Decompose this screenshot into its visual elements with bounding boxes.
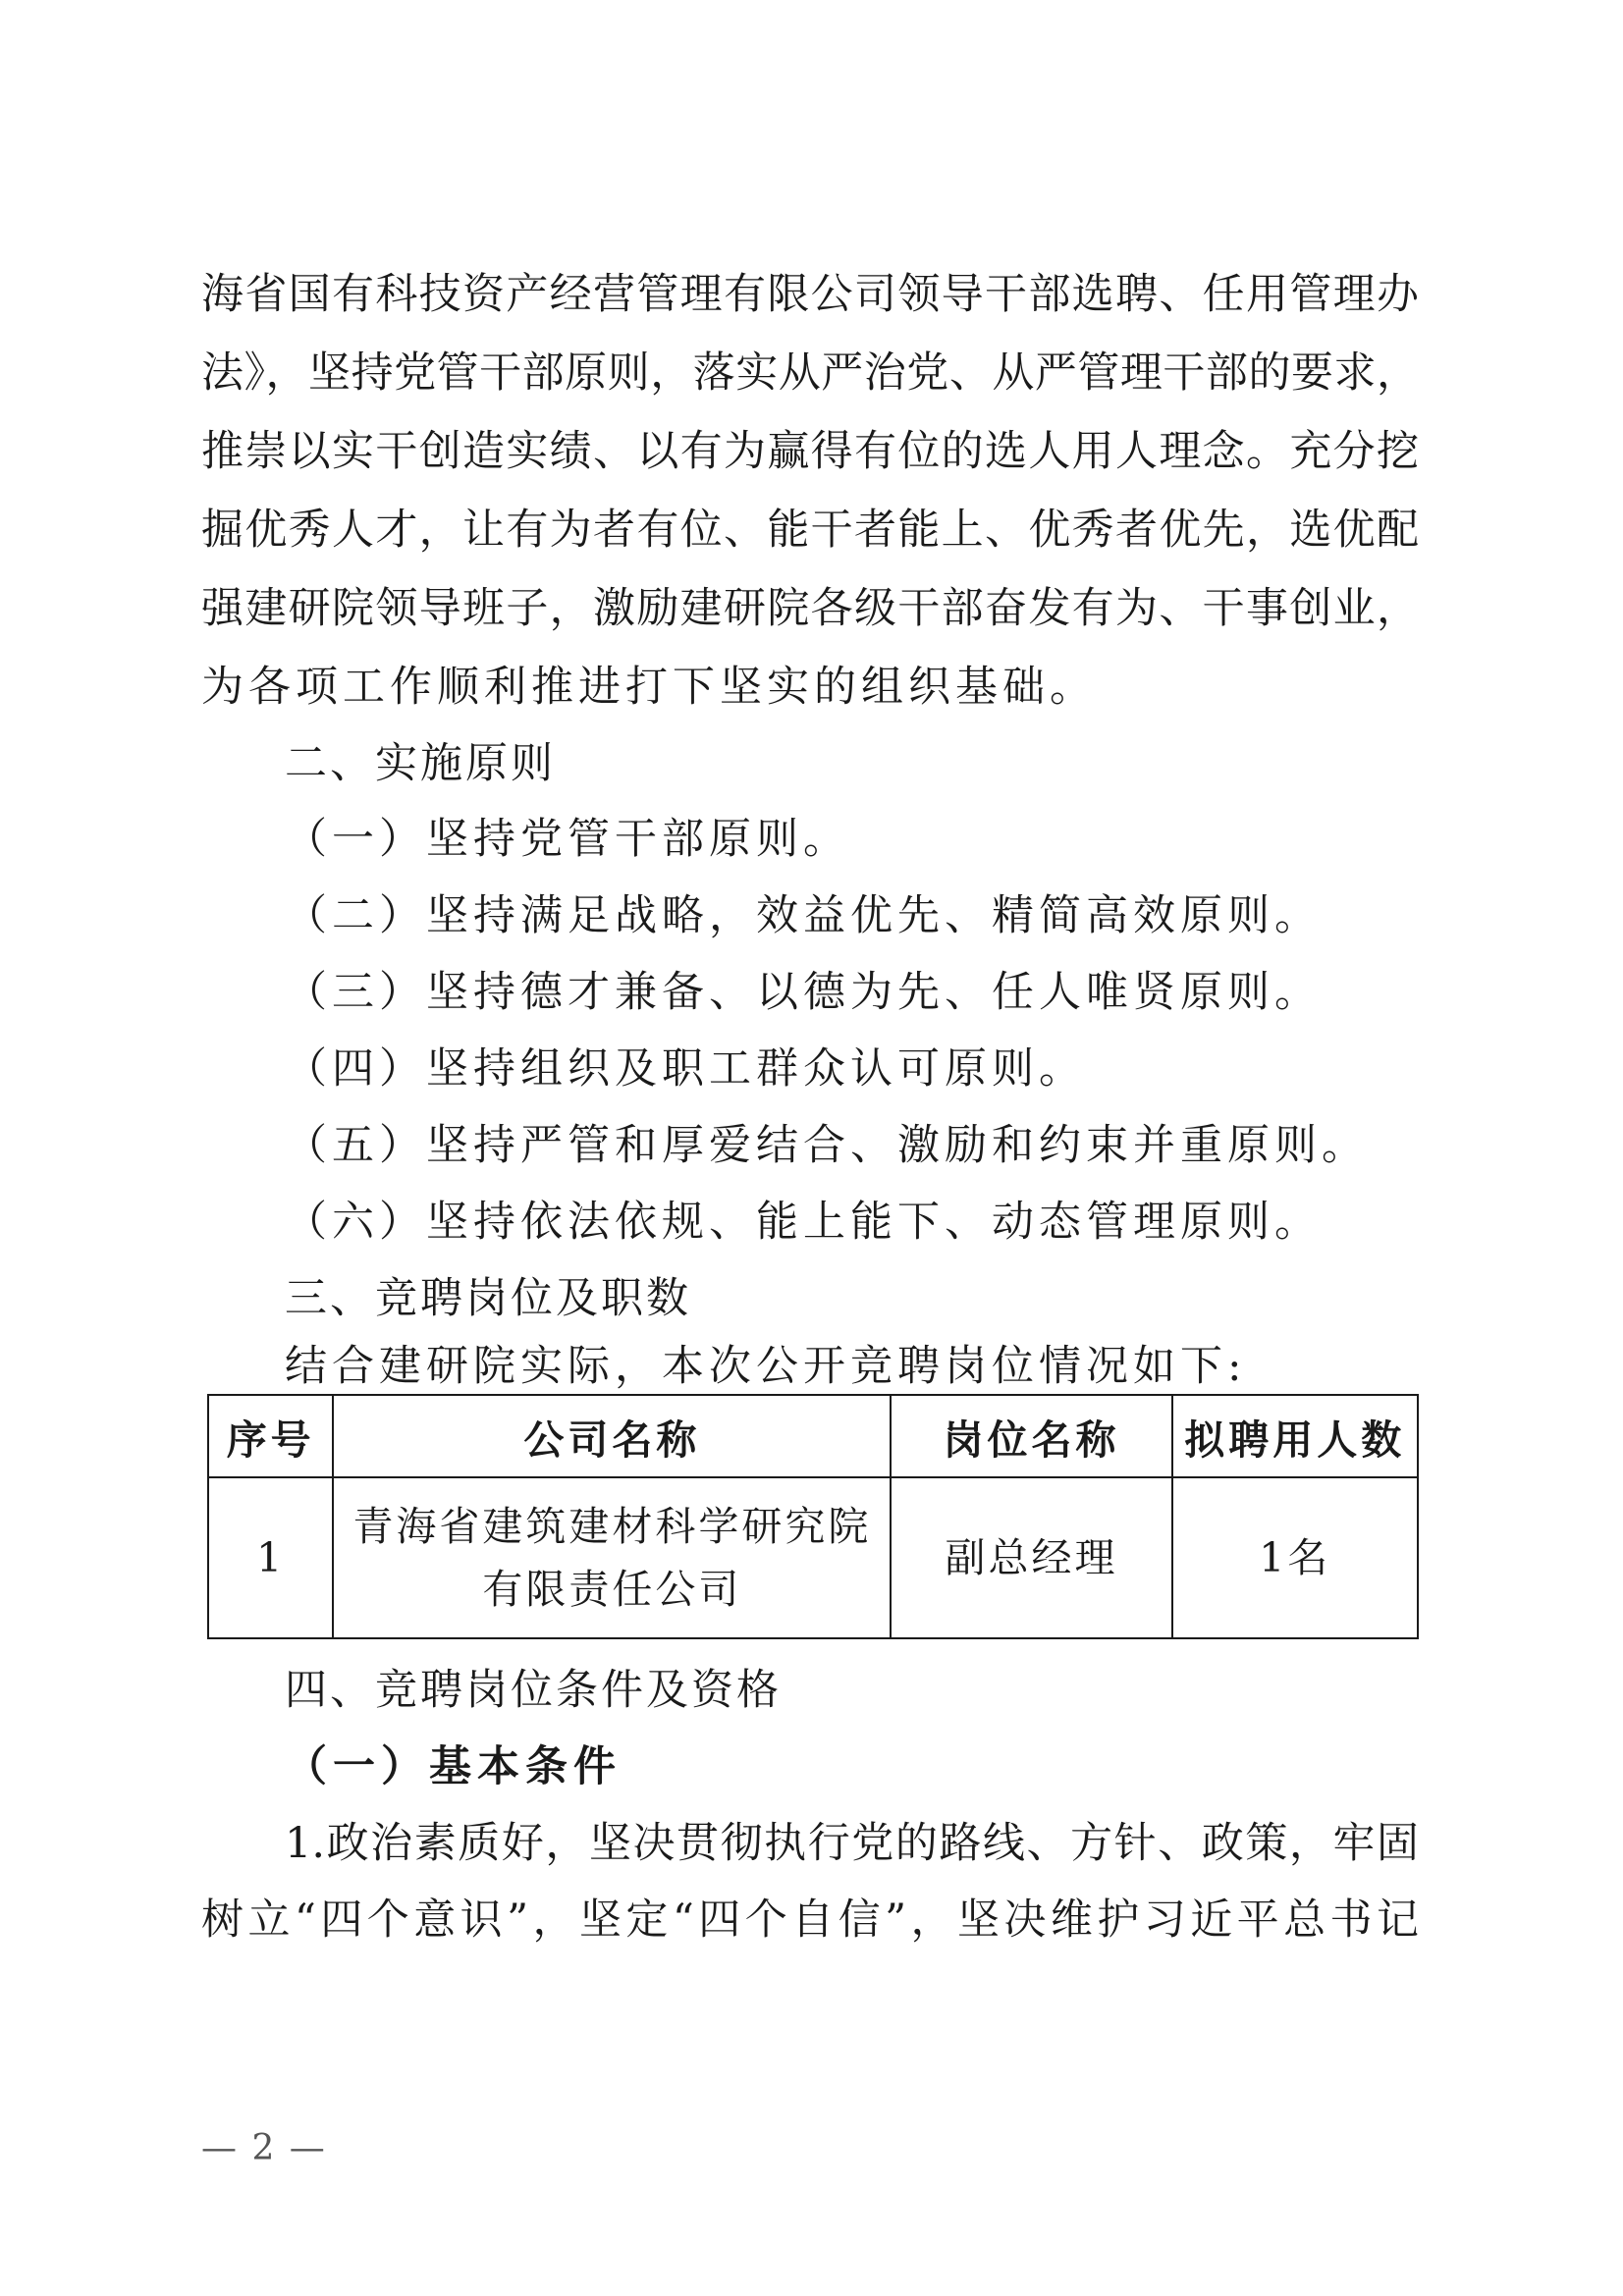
- header-position: 岗位名称: [891, 1395, 1171, 1477]
- header-count: 拟聘用人数: [1172, 1395, 1418, 1477]
- cell-company: [333, 1477, 891, 1638]
- intro-line-6: 为各项工作顺利推进打下坚实的组织基础。: [201, 663, 1097, 712]
- cell-position: 副总经理: [891, 1477, 1171, 1638]
- positions-table: [207, 1394, 1419, 1639]
- principle-item-1: （一）坚持党管干部原则。: [285, 815, 850, 864]
- section-3-title: 三、竞聘岗位及职数: [285, 1274, 691, 1323]
- table-row: [208, 1477, 1418, 1638]
- header-company: 公司名称: [333, 1395, 891, 1477]
- principle-item-6: （六）坚持依法依规、能上能下、动态管理原则。: [285, 1198, 1322, 1247]
- cell-index: 1: [208, 1477, 333, 1638]
- header-index: 序号: [208, 1395, 333, 1477]
- page-number: — 2 —: [201, 2128, 327, 2168]
- condition-line-1: 1.政治素质好，坚决贯彻执行党的路线、方针、政策，牢固: [285, 1819, 1419, 1868]
- section-2-title: 二、实施原则: [285, 739, 556, 788]
- principle-item-4: （四）坚持组织及职工群众认可原则。: [285, 1044, 1086, 1094]
- company-name-line-1: 青海省建筑建材科学研究院: [352, 1503, 872, 1550]
- section-4-title: 四、竞聘岗位条件及资格: [285, 1666, 782, 1715]
- section-4-subtitle: （一）基本条件: [285, 1742, 622, 1791]
- principle-item-2: （二）坚持满足战略，效益优先、精简高效原则。: [285, 891, 1322, 940]
- intro-line-2: 法》，坚持党管干部原则，落实从严治党、从严管理干部的要求，: [201, 348, 1419, 398]
- intro-line-3: 推崇以实干创造实绩、以有为赢得有位的选人用人理念。充分挖: [201, 427, 1419, 476]
- table-header-row: [208, 1395, 1418, 1477]
- principle-item-5: （五）坚持严管和厚爱结合、激励和约束并重原则。: [285, 1121, 1369, 1170]
- intro-line-1: 海省国有科技资产经营管理有限公司领导干部选聘、任用管理办: [201, 270, 1419, 319]
- intro-line-4: 掘优秀人才，让有为者有位、能干者能上、优秀者优先，选优配: [201, 506, 1419, 555]
- section-3-intro: 结合建研院实际，本次公开竞聘岗位情况如下:: [285, 1342, 1247, 1391]
- cell-count: 1名: [1172, 1477, 1418, 1638]
- intro-line-5: 强建研院领导班子，激励建研院各级干部奋发有为、干事创业，: [201, 584, 1419, 633]
- principle-item-3: （三）坚持德才兼备、以德为先、任人唯贤原则。: [285, 968, 1322, 1017]
- condition-line-2: 树立“四个意识”，坚定“四个自信”，坚决维护习近平总书记: [201, 1896, 1419, 1945]
- company-name-line-2: 有限责任公司: [482, 1566, 742, 1613]
